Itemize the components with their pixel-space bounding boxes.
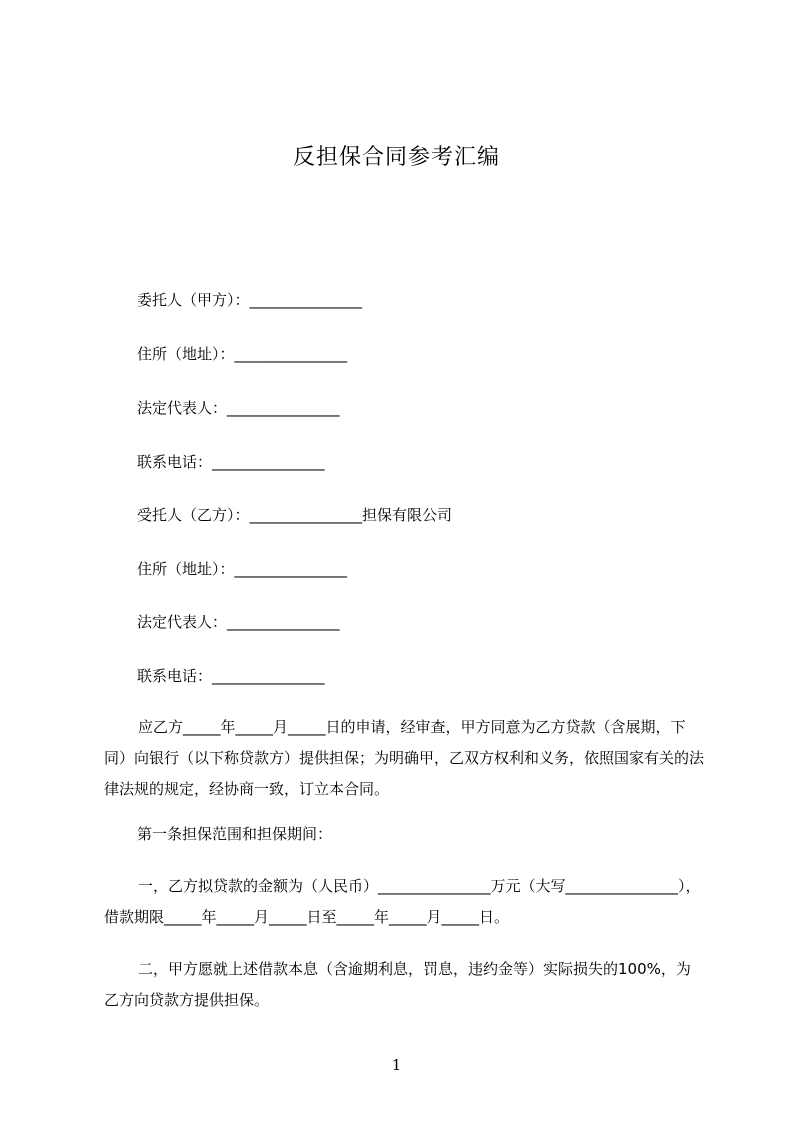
clause-2-paragraph: 二，甲方愿就上述借款本息（含逾期利息，罚息，违约金等）实际损失的100%，为乙方向贷款方提供担保。: [104, 960, 691, 1009]
article-1-heading: 第一条担保范围和担保期间：: [137, 825, 333, 843]
party-a-representative-line: 法定代表人：_______________: [137, 399, 340, 417]
party-b-name-line: 受托人（乙方）：_______________担保有限公司: [137, 506, 453, 524]
party-b-address-line: 住所（地址）：_______________: [137, 560, 348, 578]
party-b-representative-line: 法定代表人：_______________: [137, 613, 340, 631]
page-number: 1: [391, 1056, 402, 1074]
party-a-address-line: 住所（地址）：_______________: [137, 345, 348, 363]
party-b-phone-line: 联系电话：_______________: [137, 667, 325, 685]
document-title: 反担保合同参考汇编: [292, 145, 500, 170]
clause-1-paragraph: 一，乙方拟贷款的金额为（人民币）_______________万元（大写_______________），借款期限_____年_____月_____日至_____年_____月_____日。: [104, 877, 701, 926]
intro-paragraph: 应乙方_____年_____月_____日的申请，经审查，甲方同意为乙方贷款（含展期，下同）向银行（以下称贷款方）提供担保；为明确甲，乙双方权利和义务，依照国家有关的法律法规的规定，经协商一致，订立本合同。: [104, 718, 705, 798]
party-a-phone-line: 联系电话：_______________: [137, 453, 325, 471]
party-a-name-line: 委托人（甲方）：_______________: [137, 291, 363, 309]
